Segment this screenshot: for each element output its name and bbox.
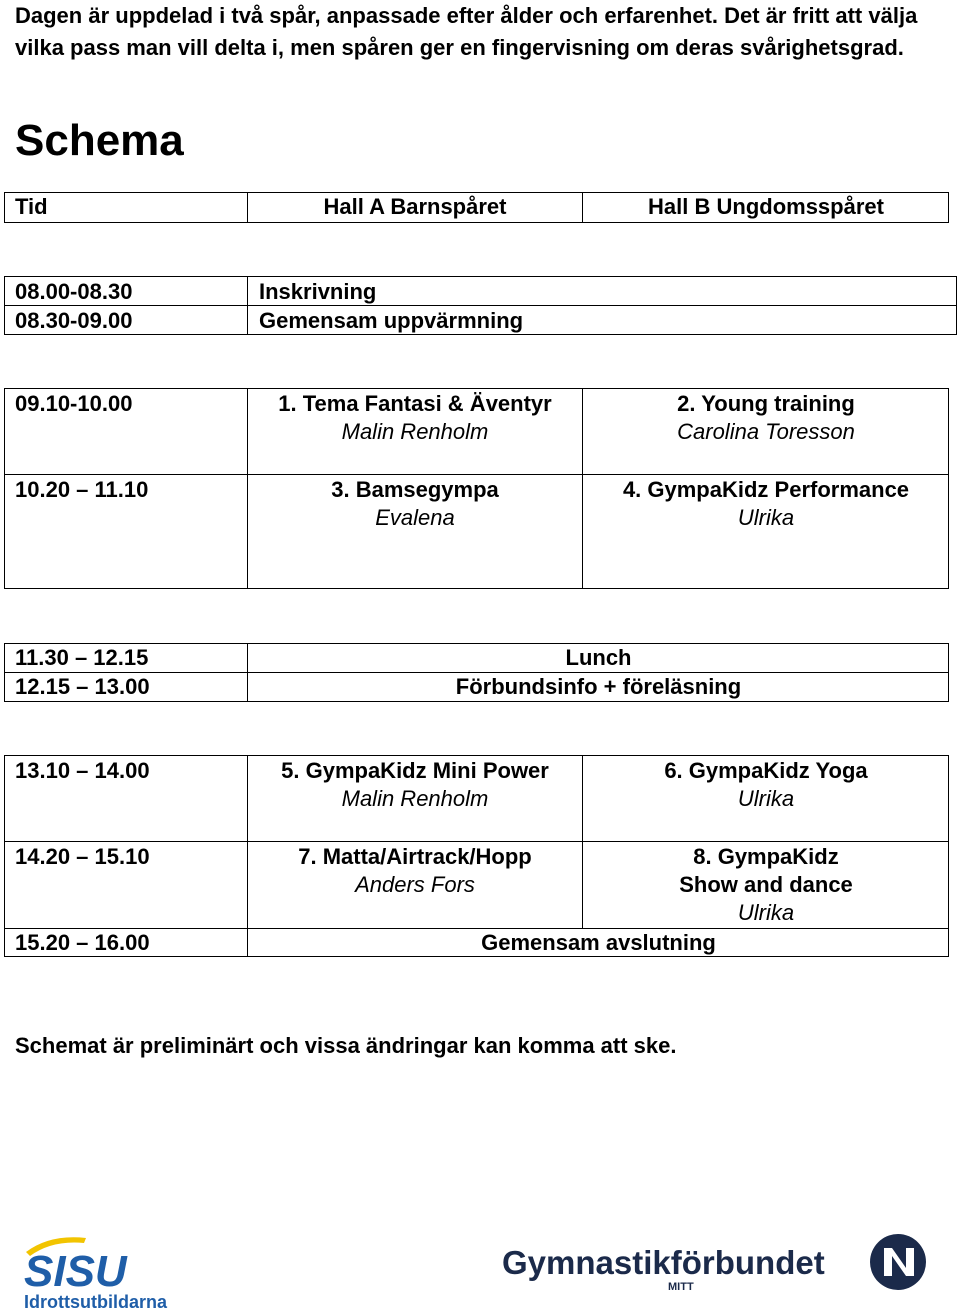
session-title: 3. Bamsegympa	[331, 477, 499, 502]
sisu-wordmark: SISU	[24, 1247, 127, 1296]
time-cell: 10.20 – 11.10	[15, 477, 149, 502]
session-leader: Ulrika	[737, 900, 795, 925]
activity-cell: Gemensam avslutning	[481, 930, 716, 955]
session-leader: Ulrika	[737, 505, 795, 530]
session-title: 1. Tema Fantasi & Äventyr	[278, 391, 552, 416]
intro-text: Dagen är uppdelad i två spår, anpassade efter ålder och erfarenhet. Det är fritt att välja vilka pass man vill delta i, men spåren ger en fingervisning om deras svårighetsgrad.	[15, 3, 918, 60]
session-leader: Ulrika	[737, 786, 795, 811]
session-title: 6. GympaKidz Yoga	[664, 758, 868, 783]
session-title-line2: Show and dance	[679, 872, 853, 897]
activity-cell: Inskrivning	[259, 279, 377, 304]
session-title: 8. GympaKidz	[693, 844, 839, 869]
gym-region: MITT	[668, 1281, 694, 1292]
sisu-tagline: Idrottsutbildarna	[24, 1292, 167, 1310]
header-tid: Tid	[15, 194, 48, 219]
session-leader: Malin Renholm	[341, 419, 489, 444]
activity-cell: Lunch	[565, 645, 632, 670]
time-cell: 14.20 – 15.10	[15, 844, 150, 869]
session-title: 2. Young training	[677, 391, 855, 416]
time-cell: 13.10 – 14.00	[15, 758, 150, 783]
session-title: 7. Matta/Airtrack/Hopp	[298, 844, 532, 869]
session-leader: Evalena	[375, 505, 455, 530]
header-hall-a: Hall A Barnspåret	[323, 194, 507, 219]
gym-wordmark: Gymnastikförbundet	[502, 1244, 825, 1281]
gymnastikforbundet-logo	[500, 1232, 940, 1292]
activity-cell: Förbundsinfo + föreläsning	[455, 674, 742, 699]
sisu-logo	[20, 1232, 190, 1310]
time-cell: 08.30-09.00	[15, 308, 133, 333]
session-title: 5. GympaKidz Mini Power	[281, 758, 549, 783]
session-leader: Carolina Toresson	[677, 419, 855, 444]
footer-note: Schemat är preliminärt och vissa ändringar kan komma att ske.	[15, 1033, 677, 1058]
page-title: Schema	[15, 116, 184, 165]
time-cell: 12.15 – 13.00	[15, 674, 150, 699]
session-leader: Anders Fors	[355, 872, 475, 897]
activity-cell: Gemensam uppvärmning	[259, 308, 524, 333]
session-leader: Malin Renholm	[341, 786, 489, 811]
time-cell: 09.10-10.00	[15, 391, 133, 416]
time-cell: 11.30 – 12.15	[15, 645, 149, 670]
header-hall-b: Hall B Ungdomsspåret	[648, 194, 884, 219]
time-cell: 08.00-08.30	[15, 279, 133, 304]
time-cell: 15.20 – 16.00	[15, 930, 150, 955]
session-title: 4. GympaKidz Performance	[622, 477, 910, 502]
